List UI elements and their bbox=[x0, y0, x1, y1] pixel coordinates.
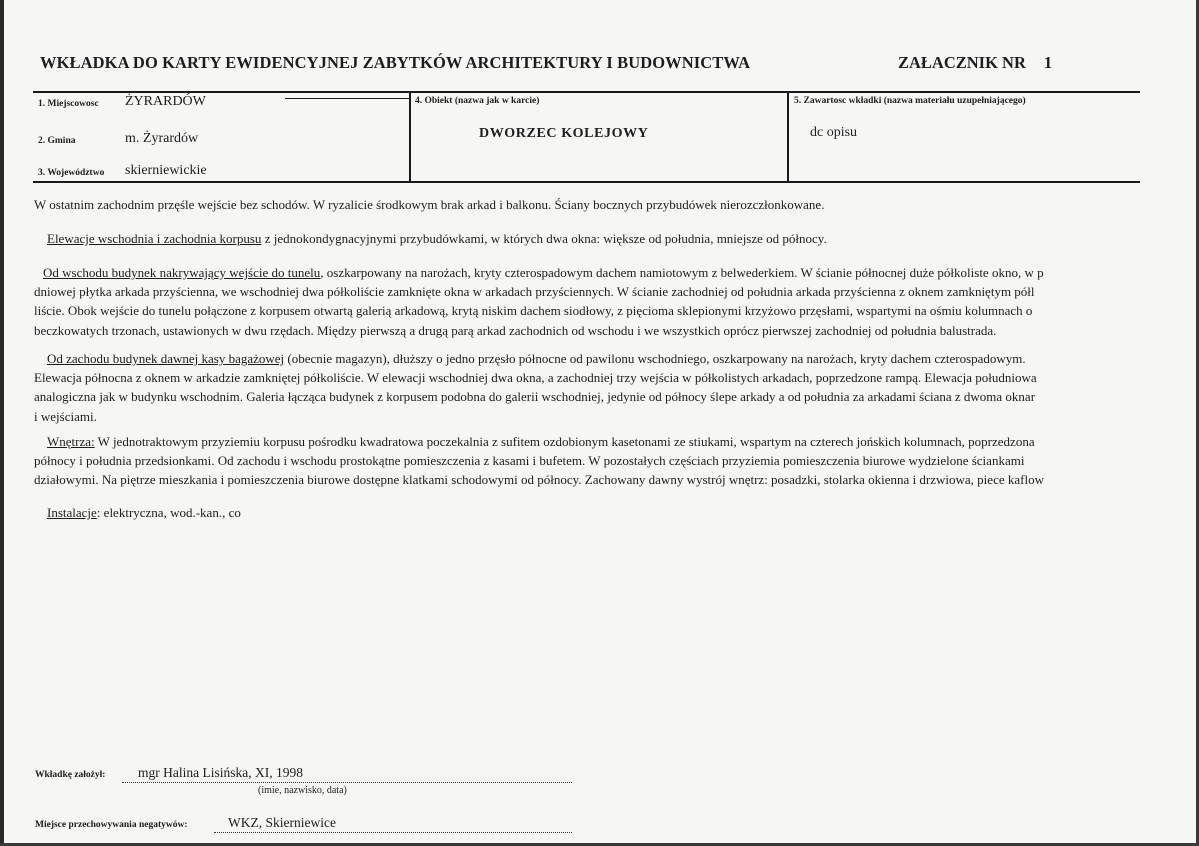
paragraph-line bbox=[34, 263, 1142, 282]
annex-number: 1 bbox=[1043, 53, 1053, 72]
form-bottom-rule bbox=[33, 181, 1140, 183]
section-heading-interiors: Wnętrza: bbox=[47, 434, 95, 449]
paragraph-line: analogiczna jak w budynku wschodnim. Galeria łącząca budynek z korpusem podobna do galerii wschodniej, jedynie od północy ślepe arkady a od południa za arkadami ściana z dwoma oknar bbox=[34, 389, 1036, 405]
storage-value: WKZ, Skierniewice bbox=[228, 815, 336, 830]
paragraph-line: działowymi. Na piętrze mieszkania i pomieszczenia biurowe dostępne klatkami schodowymi od północy. Zachowany dawny wystrój wnętrz: posadzki, stolarka okienna i drzwiowa, piece kaflow bbox=[34, 472, 1044, 488]
locality-value: ŻYRARDÓW bbox=[125, 94, 206, 109]
paragraph-text: W jednotraktowym przyziemiu korpusu pośrodku kwadratowa poczekalnia z sufitem ozdobionym kasetonami ze stiukami, wspartym na czterech jońskich kolumnach, poprzedzona bbox=[94, 434, 1035, 449]
form-divider-2 bbox=[787, 91, 789, 183]
contents-value: dc opisu bbox=[810, 125, 858, 140]
section-heading-west-building: Od zachodu budynek dawnej kasy bagażowej bbox=[47, 351, 285, 366]
paragraph-line: W ostatnim zachodnim przęśle wejście bez schodów. W ryzalicie środkowym brak arkad i balkonu. Ściany bocznych przybudówek nierozczłonkowane. bbox=[34, 197, 825, 212]
paragraph-line bbox=[34, 503, 1142, 522]
contents-label: 5. Zawartosc wkładki (nazwa materiału uzupełniającego) bbox=[794, 96, 1026, 106]
storage-label: Miejsce przechowywania negatywów: bbox=[35, 820, 188, 830]
paragraph-6 bbox=[34, 503, 1142, 522]
author-dotted-line bbox=[122, 782, 572, 783]
section-heading-elevations: Elewacje wschodnia i zachodnia korpusu bbox=[47, 231, 262, 246]
paragraph-text: : elektryczna, wod.-kan., co bbox=[96, 505, 241, 520]
section-heading-east-building: Od wschodu budynek nakrywający wejście do tunelu bbox=[43, 265, 321, 280]
locality-underline bbox=[285, 98, 409, 99]
form-divider-1 bbox=[409, 91, 411, 183]
paragraph-text: (obecnie magazyn), dłuższy o jedno przęsło północne od pawilonu wschodniego, oszkarpowany na narożach, kryty dachem czterospadowym. bbox=[284, 351, 1026, 366]
document-title: WKŁADKA DO KARTY EWIDENCYJNEJ ZABYTKÓW ARCHITEKTURY I BUDOWNICTWA bbox=[40, 53, 751, 72]
voivodeship-value: skierniewickie bbox=[125, 163, 207, 178]
paragraph-5 bbox=[34, 432, 1142, 490]
paragraph-line bbox=[34, 349, 1142, 368]
paragraph-line: północy i południa przedsionkami. Od zachodu i wschodu prostokątne pomieszczenia z kasami i bufetem. W pozostałych częściach przyziemia pomieszczenia biurowe wydzielone ściankami bbox=[34, 453, 1025, 469]
form-top-rule bbox=[33, 91, 1140, 93]
section-heading-installations: Instalacje bbox=[47, 505, 97, 520]
paragraph-line: dniowej płytka arkada przyścienna, we wschodniej dwa półkoliście zamknięte okna w arkadach przyściennych. W ścianie zachodniej od południa arkada przyścienna z oknem zamkniętym półl bbox=[34, 284, 1035, 300]
author-hint: (imie, nazwisko, data) bbox=[258, 785, 347, 796]
annex-label-group bbox=[898, 53, 1052, 73]
paragraph-3 bbox=[34, 263, 1142, 340]
paragraph-line: Elewacja północna z oknem w arkadzie zamkniętej półkoliście. W elewacji wschodniej dwa okna, a zachodniej trzy wejścia w półkolistych arkadach, poprzedzone rampą. Elewacja południowa bbox=[34, 370, 1037, 386]
object-label: 4. Obiekt (nazwa jak w karcie) bbox=[415, 96, 540, 106]
paragraph-line: i wejściami. bbox=[34, 408, 97, 424]
annex-label: ZAŁACZNIK NR bbox=[898, 53, 1026, 72]
paragraph-text: , oszkarpowany na narożach, kryty czterospadowym dachem namiotowym z belwederkiem. W ścianie północnej duże półkoliste okno, w p bbox=[320, 265, 1044, 280]
commune-value: m. Żyrardów bbox=[125, 131, 199, 146]
paragraph-text: z jednokondygnacyjnymi przybudówkami, w których dwa okna: większe od południa, mniejsze od północy. bbox=[261, 231, 827, 246]
paragraph-line bbox=[34, 432, 1142, 451]
object-value: DWORZEC KOLEJOWY bbox=[479, 126, 649, 141]
paragraph-line: liście. Obok wejście do tunelu połączone z korpusem otwartą galerią arkadową, krytą niskim dachem siodłowy, z pięcioma sklepionymi krzyżowo przęsłami, wspartymi na ośmiu kolumnach o bbox=[34, 303, 1033, 319]
paragraph-2 bbox=[34, 229, 1142, 248]
paragraph-1 bbox=[34, 195, 1142, 214]
locality-label: 1. Miejscowosc bbox=[38, 99, 99, 109]
voivodeship-label: 3. Województwo bbox=[38, 168, 105, 178]
paragraph-line bbox=[34, 229, 1142, 248]
scan-edge-left bbox=[0, 0, 4, 846]
paragraph-line: beczkowatych trzonach, ustawionych w dwu rzędach. Między pierwszą a drugą parą arkad zachodnich od wschodu i we wszystkich oprócz pierwszej zachodniej od południa balustrada. bbox=[34, 322, 997, 338]
storage-dotted-line bbox=[214, 832, 572, 833]
paragraph-4 bbox=[34, 349, 1142, 426]
author-value: mgr Halina Lisińska, XI, 1998 bbox=[138, 765, 303, 780]
author-label: Wkładkę założył: bbox=[35, 770, 106, 780]
commune-label: 2. Gmina bbox=[38, 136, 76, 146]
